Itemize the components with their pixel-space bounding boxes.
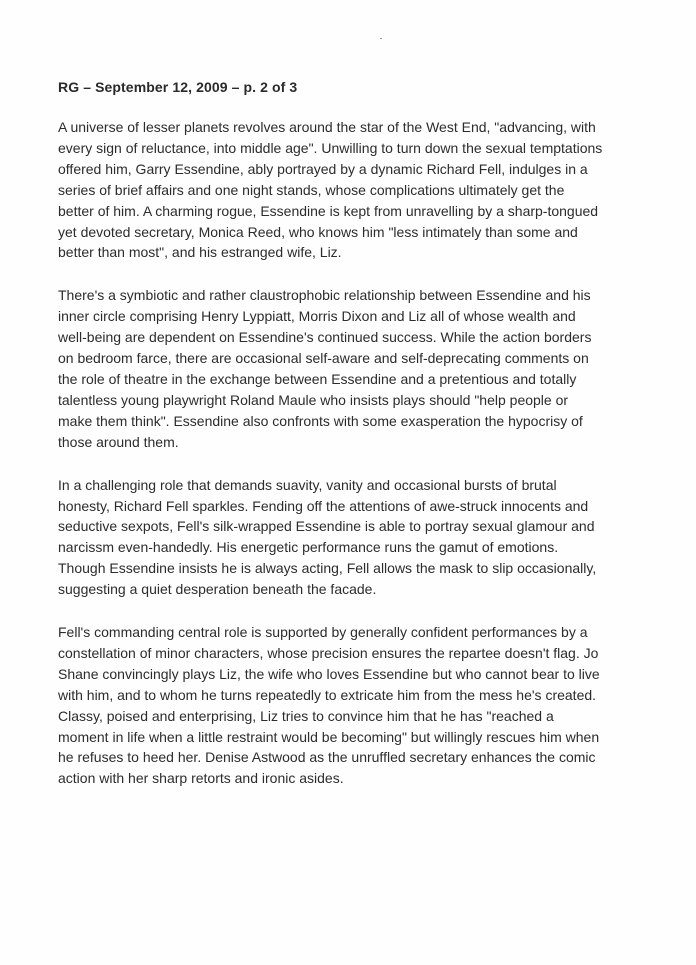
- text-line: inner circle comprising Henry Lyppiatt, Morris Dixon and Liz all of whose wealth and: [58, 308, 576, 325]
- text-line: the role of theatre in the exchange between Essendine and a pretentious and totally: [58, 370, 577, 387]
- text-line: yet devoted secretary, Monica Reed, who knows him "less intimately than some and: [58, 223, 578, 240]
- page-header: RG – September 12, 2009 – p. 2 of 3: [58, 79, 298, 95]
- text-line: action with her sharp retorts and ironic asides.: [58, 770, 344, 787]
- paragraph-2: [58, 285, 690, 452]
- paragraph-3: [58, 475, 690, 600]
- text-line: constellation of minor characters, whose precision ensures the repartee doesn't flag. Jo: [58, 644, 599, 661]
- text-line: offered him, Garry Essendine, ably portrayed by a dynamic Richard Fell, indulges in a: [58, 160, 588, 177]
- text-line: honesty, Richard Fell sparkles. Fending off the attentions of awe-struck innocents and: [58, 497, 589, 514]
- text-line: on bedroom farce, there are occasional self-aware and self-deprecating comments on: [58, 350, 589, 367]
- text-line: well-being are dependent on Essendine's continued success. While the action borders: [58, 329, 592, 346]
- text-line: suggesting a quiet desperation beneath the facade.: [58, 581, 377, 598]
- text-line: Classy, poised and enterprising, Liz tries to convince him that he has "reached a: [58, 707, 554, 724]
- text-line: In a challenging role that demands suavity, vanity and occasional bursts of brutal: [58, 476, 557, 493]
- text-line: There's a symbiotic and rather claustrophobic relationship between Essendine and his: [58, 287, 591, 304]
- text-line: seductive sexpots, Fell's silk-wrapped Essendine is able to portray sexual glamour and: [58, 518, 595, 535]
- text-line: those around them.: [58, 433, 179, 450]
- text-line: talentless young playwright Roland Maule who insists plays should "help people or: [58, 391, 569, 408]
- scan-speck: [380, 38, 382, 39]
- text-line: with him, and to whom he turns repeatedly to extricate him from the mess he's created.: [58, 686, 597, 703]
- text-line: Shane convincingly plays Liz, the wife who loves Essendine but who cannot bear to live: [58, 665, 600, 682]
- text-line: series of brief affairs and one night stands, whose complications ultimately get the: [58, 181, 565, 198]
- review-body: [58, 117, 690, 811]
- paragraph-4: [58, 622, 690, 789]
- text-line: moment in life when a little restraint would be becoming" but willingly rescues him when: [58, 728, 600, 745]
- text-line: Though Essendine insists he is always acting, Fell allows the mask to slip occasionally,: [58, 560, 597, 577]
- text-line: he refuses to heed her. Denise Astwood as the unruffled secretary enhances the comic: [58, 749, 596, 766]
- text-line: make them think". Essendine also confronts with some exasperation the hypocrisy of: [58, 412, 583, 429]
- text-line: narcissm even-handedly. His energetic performance runs the gamut of emotions.: [58, 539, 559, 556]
- paragraph-1: [58, 117, 690, 263]
- text-line: every sign of reluctance, into middle age". Unwilling to turn down the sexual temptations: [58, 139, 603, 156]
- text-line: better of him. A charming rogue, Essendine is kept from unravelling by a sharp-tongued: [58, 202, 599, 219]
- text-line: Fell's commanding central role is supported by generally confident performances by a: [58, 624, 588, 641]
- text-line: better than most", and his estranged wife, Liz.: [58, 244, 342, 261]
- text-line: A universe of lesser planets revolves around the star of the West End, "advancing, with: [58, 119, 596, 135]
